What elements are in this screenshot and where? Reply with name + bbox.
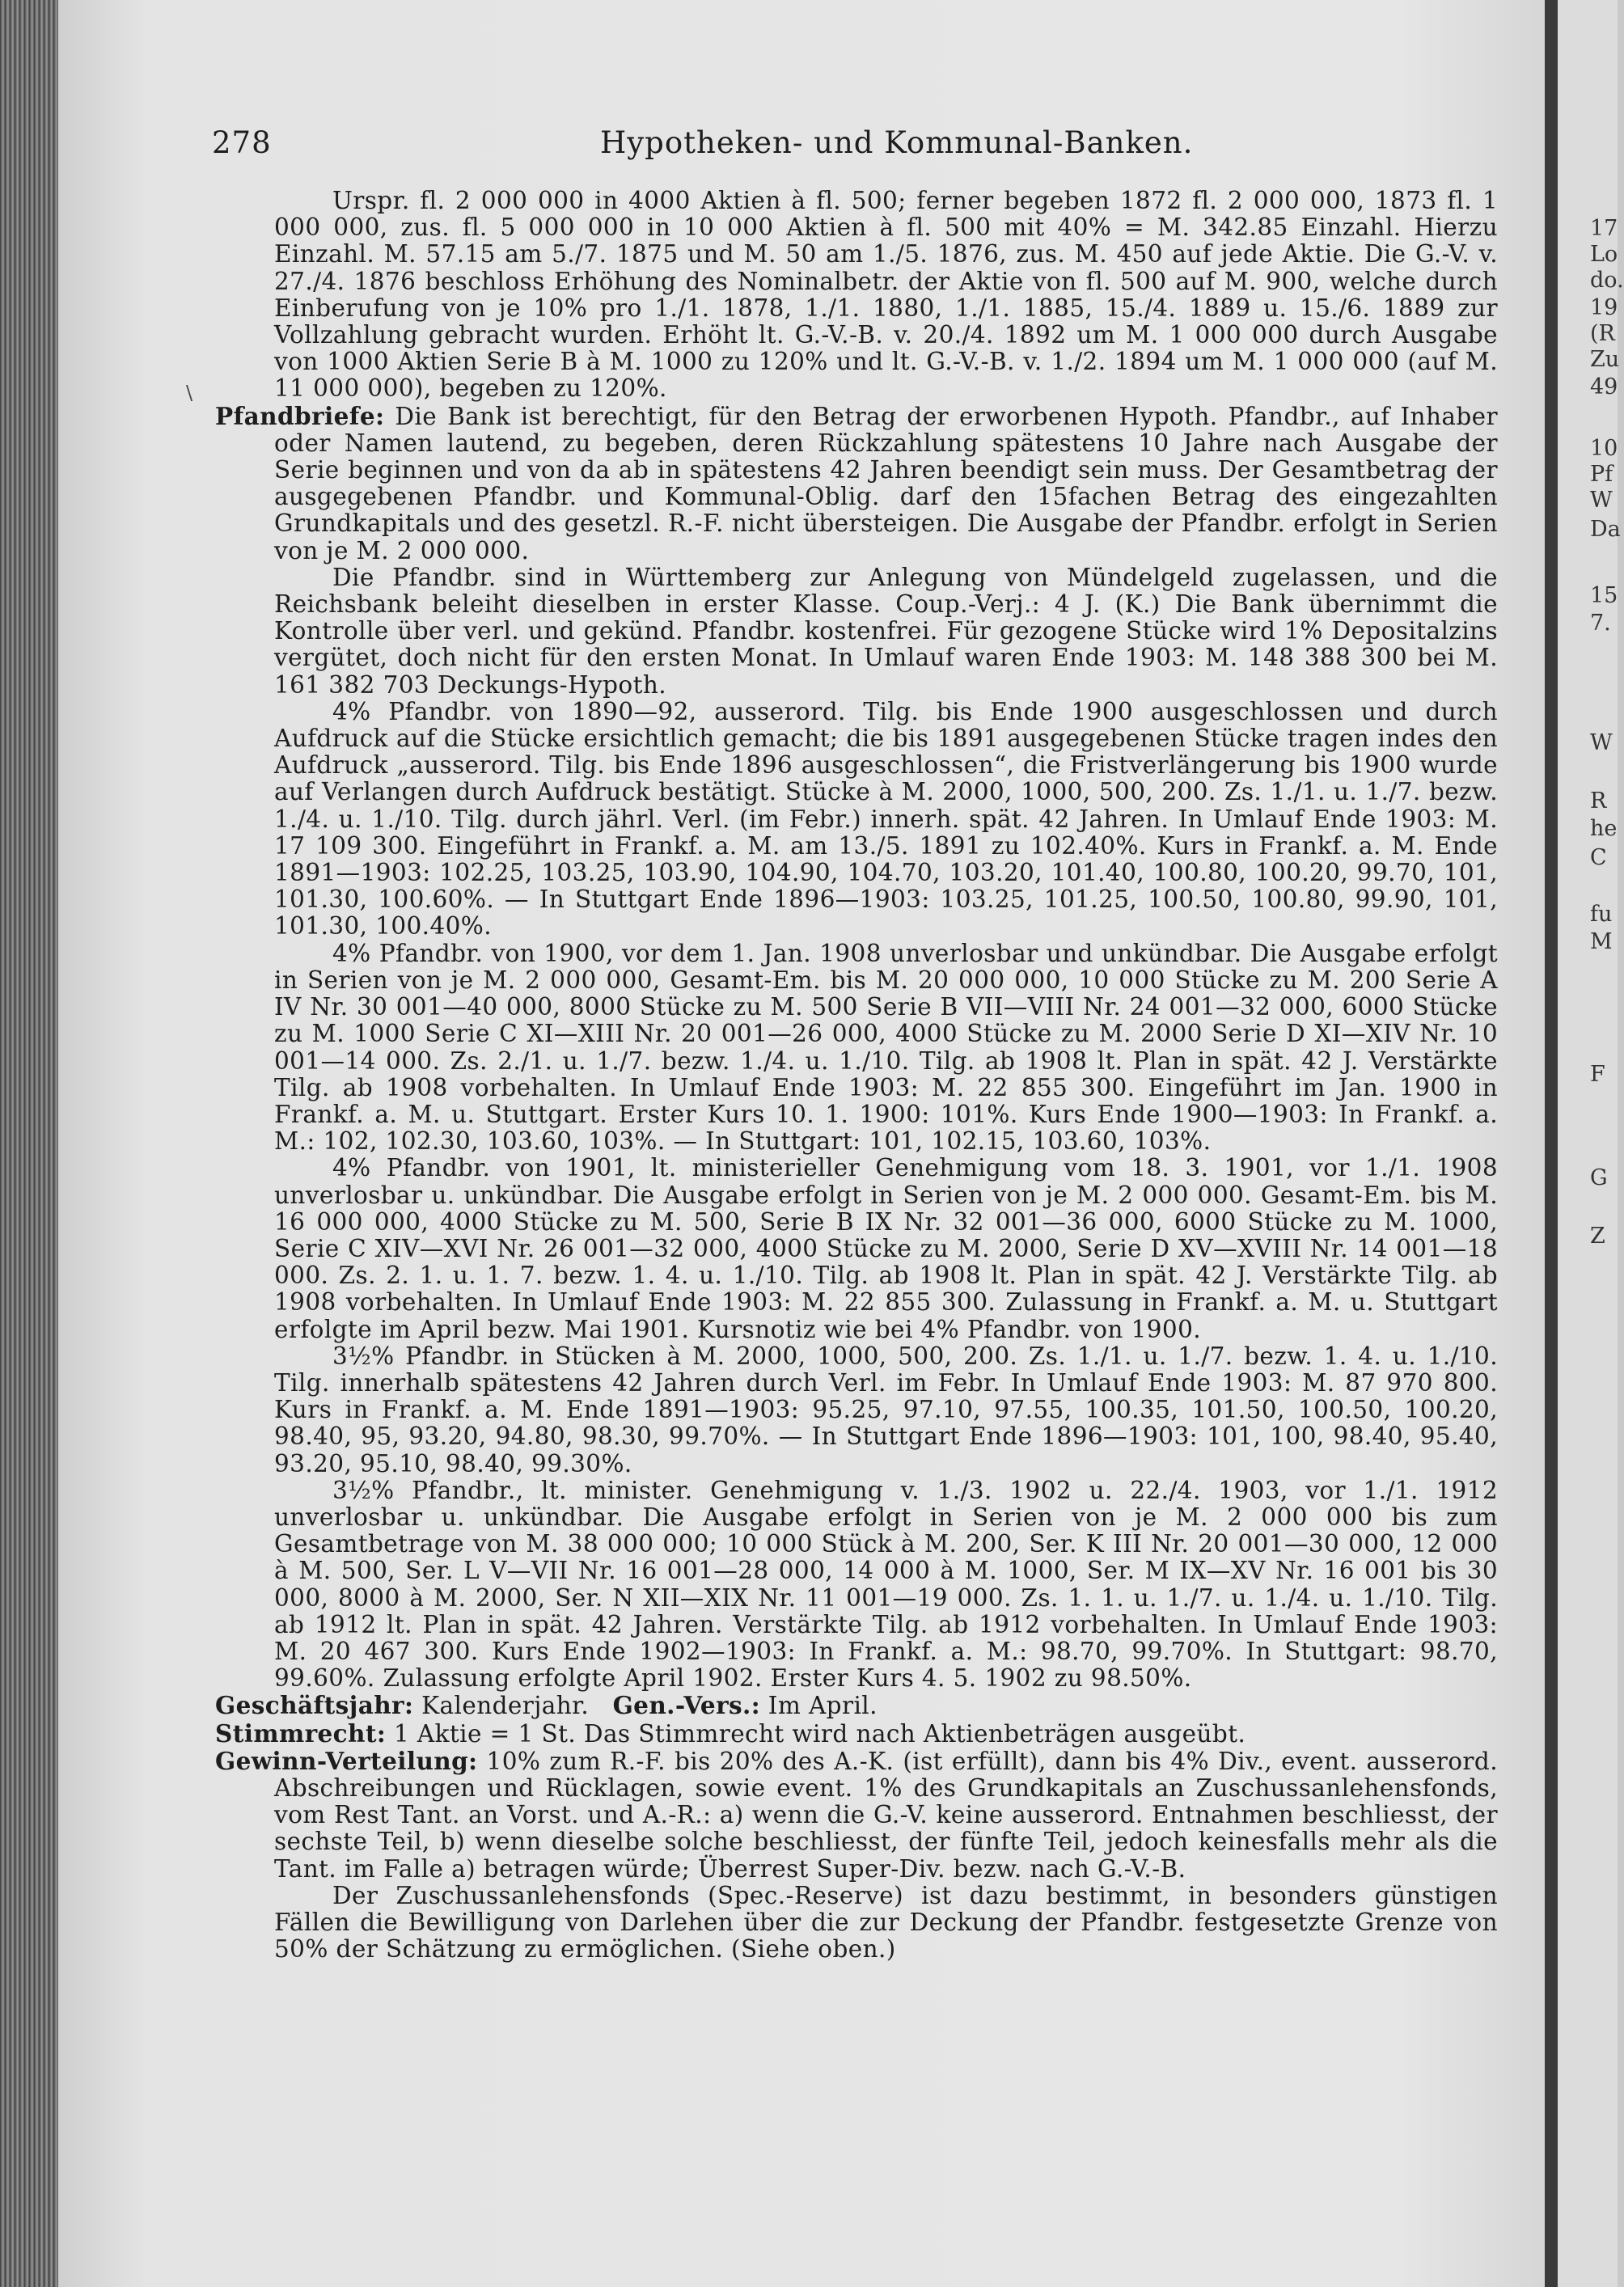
adjacent-fragment: Pf	[1590, 462, 1613, 487]
page-gutter	[1545, 0, 1558, 2287]
book-binding	[0, 0, 58, 2287]
adjacent-fragment: F	[1590, 1062, 1605, 1087]
gen-vers-label: Gen.-Vers.:	[612, 1691, 760, 1720]
adjacent-fragment: Z	[1590, 1224, 1605, 1249]
pfandbriefe-text: Die Bank ist berechtigt, für den Betrag der erworbenen Hypoth. Pfandbr., auf Inhaber oder Namen lautend, zu begeben, deren Rückzahlung spätestens 10 Jahre nach Ausgabe der Serie beginnen und von da ab in spätestens 42 Jahren beendigt sein muss. Der Gesamtbetrag der ausgegebenen Pfandbr. und Kommunal-Oblig. darf den 15fachen Betrag des eingezahlten Grundkapitals und des gesetzl. R.-F. nicht übersteigen. Die Ausgabe der Pfandbr. erfolgt in Serien von je M. 2 000 000.	[274, 402, 1498, 564]
pfandbriefe-paragraph: 3½% Pfandbr. in Stücken à M. 2000, 1000, 500, 200. Zs. 1./1. u. 1./7. bezw. 1. 4. u. 1./10. Tilg. innerhalb spätestens 42 Jahren durch Verl. im Febr. In Umlauf Ende 1903: M. 87 970 800. Kurs in Frankf. a. M. Ende 1891—1903: 95.25, 97.10, 97.55, 100.35, 101.50, 100.50, 100.20, 98.40, 95, 93.20, 94.80, 98.30, 99.70%. — In Stuttgart Ende 1896—1903: 101, 100, 98.40, 95.40, 93.20, 95.10, 98.40, 99.30%.	[274, 1342, 1498, 1477]
adjacent-fragment: 49	[1590, 374, 1618, 399]
adjacent-fragment: (R	[1590, 321, 1615, 346]
adjacent-fragment: C	[1590, 845, 1607, 870]
adjacent-fragment: M	[1590, 929, 1613, 954]
adjacent-fragment: 17	[1590, 216, 1618, 241]
adjacent-fragment: 15	[1590, 583, 1618, 608]
page-header	[212, 125, 1498, 166]
adjacent-fragment: 19	[1590, 295, 1618, 320]
pfandbriefe-paragraph: 4% Pfandbr. von 1900, vor dem 1. Jan. 1908 unverlosbar und unkündbar. Die Ausgabe erfolgt in Serien von je M. 2 000 000, Gesamt-Em. bis M. 20 000 000, 10 000 Stücke zu M. 200 Serie A IV Nr. 30 001—40 000, 8000 Stücke zu M. 500 Serie B VII—VIII Nr. 24 001—32 000, 6000 Stücke zu M. 1000 Serie C XI—XIII Nr. 20 001—26 000, 4000 Stücke zu M. 2000 Serie D XI—XIV Nr. 10 001—14 000. Zs. 2./1. u. 1./7. bezw. 1./4. u. 1./10. Tilg. ab 1908 lt. Plan in spät. 42 J. Verstärkte Tilg. ab 1908 vorbehalten. In Umlauf Ende 1903: M. 22 855 300. Eingeführt im Jan. 1900 in Frankf. a. M. u. Stuttgart. Erster Kurs 10. 1. 1900: 101%. Kurs Ende 1900—1903: In Frankf. a. M.: 102, 102.30, 103.60, 103%. — In Stuttgart: 101, 102.15, 103.60, 103%.	[274, 939, 1498, 1156]
gewinn-label: Gewinn-Verteilung:	[215, 1746, 478, 1775]
adjacent-fragment: R	[1590, 788, 1607, 814]
gen-vers-text: Im April.	[760, 1692, 878, 1720]
zuschuss-paragraph: Der Zuschussanlehensfonds (Spec.-Reserve) ist dazu bestimmt, in besonders günstigen Fällen die Bewilligung von Darlehen über die zur Deckung der Pfandbr. festgesetzte Grenze von 50% der Schätzung zu ermöglichen. (Siehe oben.)	[274, 1881, 1498, 1964]
geschaeftsjahr-line	[215, 1692, 1498, 1719]
adjacent-fragment: fu	[1590, 902, 1613, 927]
geschaeftsjahr-label: Geschäftsjahr:	[215, 1691, 414, 1720]
pfandbriefe-paragraph: Die Pfandbr. sind in Württemberg zur Anlegung von Mündelgeld zugelassen, und die Reichsbank beleiht dieselben in erster Klasse. Coup.-Verj.: 4 J. (K.) Die Bank übernimmt die Kontrolle über verl. und gekünd. Pfandbr. kostenfrei. Für gezogene Stücke wird 1% Depositalzins vergütet, doch nicht für den ersten Monat. In Umlauf waren Ende 1903: M. 148 388 300 bei M. 161 382 703 Deckungs-Hypoth.	[274, 563, 1498, 699]
stimmrecht-line	[215, 1720, 1498, 1748]
gewinn-text: 10% zum R.-F. bis 20% des A.-K. (ist erfüllt), dann bis 4% Div., event. ausserord. Abschreibungen und Rücklagen, sowie event. 1% des Grundkapitals an Zuschussanlehensfonds, vom Rest Tant. an Vorst. und A.-R.: a) wenn die G.-V. keine ausserord. Entnahmen beschliesst, der sechste Teil, b) wenn dieselbe solche beschliesst, der fünfte Teil, jedoch keinesfalls mehr als die Tant. im Falle a) betragen würde; Überrest Super-Div. bezw. nach G.-V.-B.	[274, 1747, 1498, 1883]
adjacent-fragment: Da	[1590, 517, 1621, 542]
pfandbriefe-section	[215, 403, 1498, 1693]
stimmrecht-text: 1 Aktie = 1 St. Das Stimmrecht wird nach Aktienbeträgen ausgeübt.	[386, 1719, 1246, 1748]
adjacent-fragment: 7.	[1590, 611, 1611, 636]
adjacent-fragment: Lo	[1590, 242, 1618, 267]
adjacent-fragment: Zu	[1590, 347, 1620, 372]
pfandbriefe-paragraph: 4% Pfandbr. von 1901, lt. ministerieller Genehmigung vom 18. 3. 1901, vor 1./1. 1908 unverlosbar u. unkündbar. Die Ausgabe erfolgt in Serien von je M. 2 000 000. Gesamt-Em. bis M. 16 000 000, 4000 Stücke zu M. 500, Serie B IX Nr. 32 001—36 000, 6000 Stücke zu M. 1000, Serie C XIV—XVI Nr. 26 001—32 000, 4000 Stücke zu M. 2000, Serie D XV—XVIII Nr. 14 001—18 000. Zs. 2. 1. u. 1. 7. bezw. 1. 4. u. 1./10. Tilg. ab 1908 lt. Plan in spät. 42 J. Verstärkte Tilg. ab 1908 vorbehalten. In Umlauf Ende 1903: M. 22 855 300. Zulassung in Frankf. a. M. u. Stuttgart erfolgte im April bezw. Mai 1901. Kursnotiz wie bei 4% Pfandbr. von 1900.	[274, 1154, 1498, 1343]
pfandbriefe-label: Pfandbriefe:	[215, 401, 385, 430]
pfandbriefe-paragraph: 4% Pfandbr. von 1890—92, ausserord. Tilg. bis Ende 1900 ausgeschlossen und durch Aufdruck auf die Stücke ersichtlich gemacht; die bis 1891 ausgegebenen Stücke tragen indes den Aufdruck „ausserord. Tilg. bis Ende 1896 ausgeschlossen“, die Fristverlängerung bis 1900 wurde auf Verlangen durch Aufdruck bestätigt. Stücke à M. 2000, 1000, 500, 200. Zs. 1./1. u. 1./7. bezw. 1./4. u. 1./10. Tilg. durch jährl. Verl. (im Febr.) innerh. spät. 42 Jahren. In Umlauf Ende 1903: M. 17 109 300. Eingeführt in Frankf. a. M. am 13./5. 1891 zu 102.40%. Kurs in Frankf. a. M. Ende 1891—1903: 102.25, 103.25, 103.90, 104.90, 104.70, 103.20, 101.40, 100.80, 100.20, 99.70, 101, 101.30, 100.60%. — In Stuttgart Ende 1896—1903: 103.25, 101.25, 100.50, 100.80, 99.90, 101, 101.30, 100.40%.	[274, 697, 1498, 941]
running-title: Hypotheken- und Kommunal-Banken.	[600, 125, 1194, 160]
adjacent-fragment: W	[1590, 730, 1613, 755]
stimmrecht-label: Stimmrecht:	[215, 1718, 387, 1748]
geschaeftsjahr-text: Kalenderjahr.	[413, 1692, 590, 1720]
pfandbriefe-paragraph: 3½% Pfandbr., lt. minister. Genehmigung v. 1./3. 1902 u. 22./4. 1903, vor 1./1. 1912 unverlosbar u. unkündbar. Die Ausgabe erfolgt in Serien von je M. 2 000 000 bis zum Gesamtbetrage von M. 38 000 000; 10 000 Stück à M. 200, Ser. K III Nr. 20 001—30 000, 12 000 à M. 500, Ser. L V—VII Nr. 16 001—28 000, 14 000 à M. 1000, Ser. M IX—XV Nr. 16 001 bis 30 000, 8000 à M. 2000, Ser. N XII—XIX Nr. 11 001—19 000. Zs. 1. 1. u. 1./7. u. 1./4. u. 1./10. Tilg. ab 1912 lt. Plan in spät. 42 Jahren. Verstärkte Tilg. ab 1912 vorbehalten. In Umlauf Ende 1903: M. 20 467 300. Kurs Ende 1902—1903: In Frankf. a. M.: 98.70, 99.70%. In Stuttgart: 98.70, 99.60%. Zulassung erfolgte April 1902. Erster Kurs 4. 5. 1902 zu 98.50%.	[274, 1476, 1498, 1693]
adjacent-fragment: do.	[1590, 268, 1624, 293]
adjacent-fragment: G	[1590, 1165, 1608, 1190]
page-number: 278	[212, 125, 272, 160]
margin-mark: \	[186, 382, 193, 404]
capital-paragraph: Urspr. fl. 2 000 000 in 4000 Aktien à fl. 500; ferner begeben 1872 fl. 2 000 000, 1873 fl. 1 000 000, zus. fl. 5 000 000 in 10 000 Aktien à fl. 500 mit 40% = M. 342.85 Einzahl. Hierzu Einzahl. M. 57.15 am 5./7. 1875 und M. 50 am 1./5. 1876, zus. M. 450 auf jede Aktie. Die G.-V. v. 27./4. 1876 beschloss Erhöhung des Nominalbetr. der Aktie von fl. 500 auf M. 900, welche durch Einberufung von je 10% pro 1./1. 1878, 1./1. 1880, 1./1. 1885, 15./4. 1889 u. 15./6. 1889 zur Vollzahlung gebracht wurden. Erhöht lt. G.-V.-B. v. 20./4. 1892 um M. 1 000 000 durch Ausgabe von 1000 Aktien Serie B à M. 1000 zu 120% und lt. G.-V.-B. v. 1./2. 1894 um M. 1 000 000 (auf M. 11 000 000), begeben zu 120%.	[274, 187, 1498, 403]
adjacent-page	[1558, 0, 1624, 2287]
adjacent-fragment: 10	[1590, 436, 1618, 461]
adjacent-fragment: W	[1590, 488, 1613, 513]
adjacent-fragment: he	[1590, 816, 1618, 841]
pfandbriefe-intro	[215, 403, 1498, 564]
page-body	[215, 188, 1498, 1963]
gewinn-verteilung	[215, 1748, 1498, 1883]
